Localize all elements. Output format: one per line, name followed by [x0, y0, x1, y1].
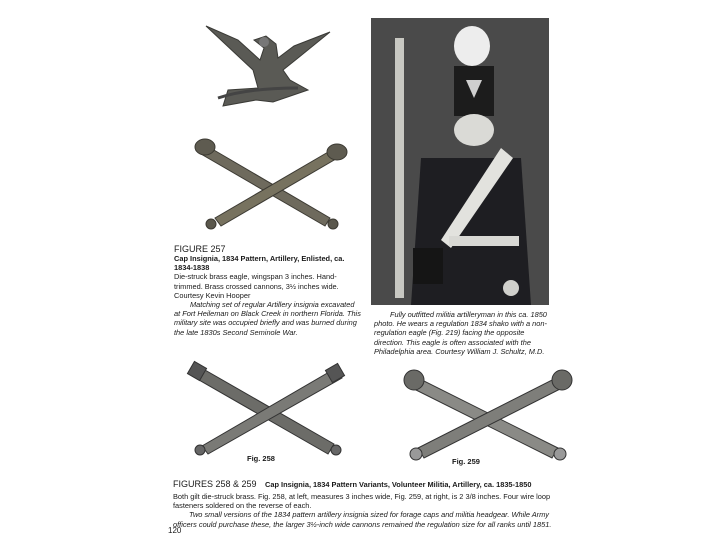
figure-257-title: Cap Insignia, 1834 Pattern, Artillery, Enlisted, ca. 1834-1838	[174, 254, 345, 273]
artilleryman-photo	[371, 18, 549, 305]
figures-258-259-note: Two small versions of the 1834 pattern artillery insignia sized for forage caps and militia headgear. While Army officers could purchase these, the larger 3½-inch wide cannons remained the regulation size for all ranks until 1851.	[173, 510, 552, 529]
figure-257-description: Die-struck brass eagle, wingspan 3 inches. Hand-trimmed. Brass crossed cannons, 3½ inches wide. Courtesy Kevin Hooper	[174, 272, 339, 300]
figures-258-259-label: FIGURES 258 & 259	[173, 479, 257, 489]
fig-258-cannons-image	[180, 358, 352, 458]
fig-258-label: Fig. 258	[247, 454, 275, 463]
page-number: 120	[168, 526, 182, 535]
figure-257-caption	[174, 244, 362, 337]
figures-258-259-title: Cap Insignia, 1834 Pattern Variants, Volunteer Militia, Artillery, ca. 1835-1850	[265, 480, 532, 489]
figure-257-label: FIGURE 257	[174, 244, 226, 254]
figures-258-259-description: Both gilt die-struck brass. Fig. 258, at left, measures 3 inches wide, Fig. 259, at right, is 2 3/8 inches. Four wire loop fasteners soldered on the reverse of each.	[173, 492, 551, 511]
eagle-insignia-image	[198, 18, 338, 118]
photo-caption: Fully outfitted militia artilleryman in this ca. 1850 photo. He wears a regulation 1834 shako with a non-regulation eagle (Fig. 219) facing the opposite direction. This eagle is often associated with the Philadelphia area. Courtesy William J. Schultz, M.D.	[374, 310, 547, 356]
fig-259-label: Fig. 259	[452, 457, 480, 466]
figures-258-259-caption	[173, 474, 557, 529]
figure-257-note: Matching set of regular Artillery insignia excavated at Fort Heileman on Black Creek in northern Florida. This military site was occupied briefly and was burned during the late 1830s Second Seminole War.	[174, 300, 361, 337]
fig-259-cannons-image	[400, 362, 576, 462]
crossed-cannons-insignia-image	[185, 132, 355, 232]
